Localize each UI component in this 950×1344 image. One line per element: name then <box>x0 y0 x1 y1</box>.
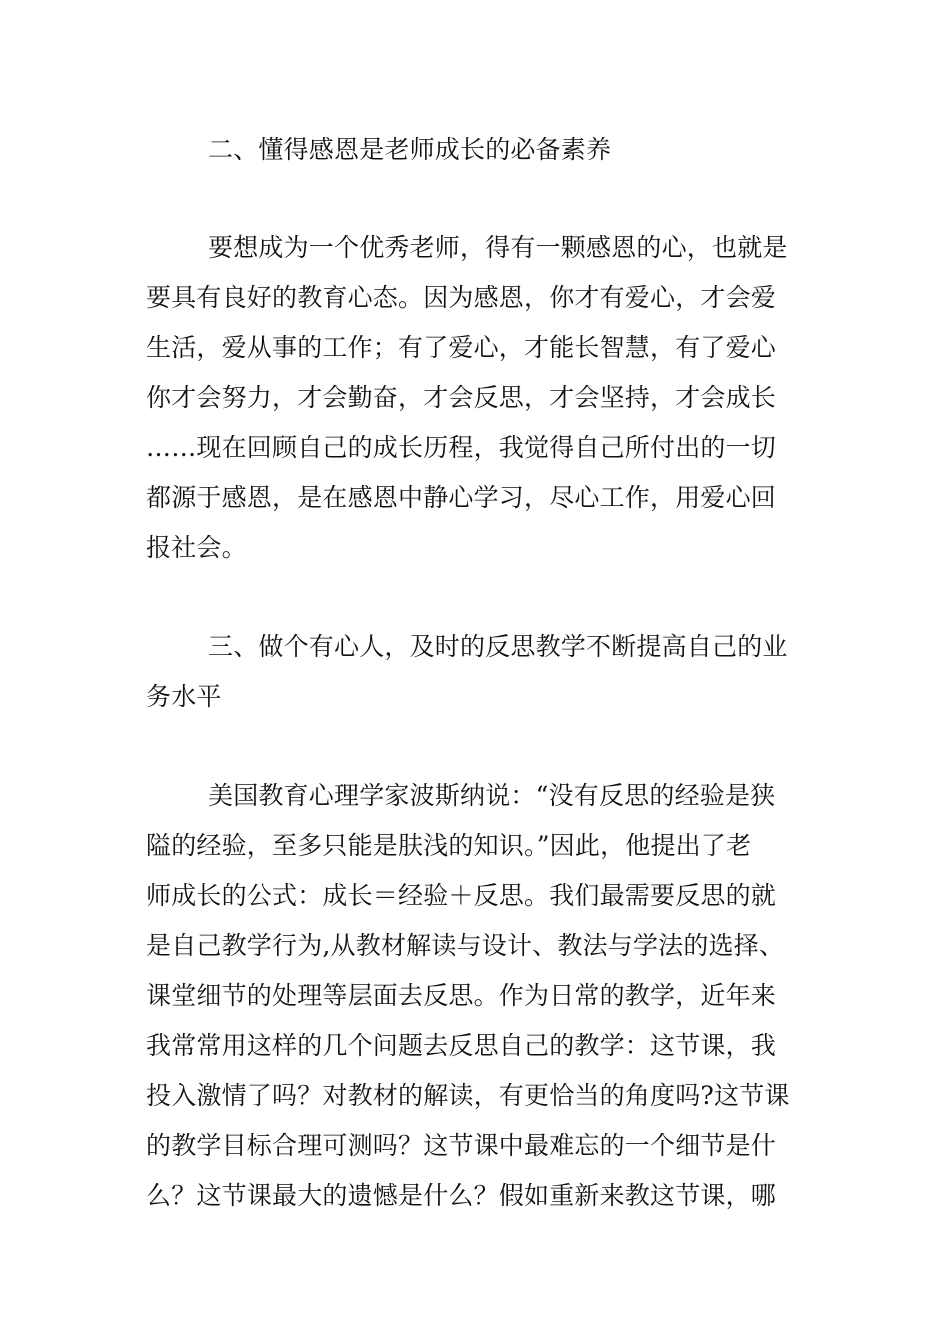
paragraph-line: 报社会。 <box>146 533 247 562</box>
section-heading-2: 二、懂得感恩是老师成长的必备素养 <box>208 135 612 164</box>
paragraph-line: 我常常用这样的几个问题去反思自己的教学：这节课，我 <box>146 1031 777 1060</box>
paragraph-line: 么？这节课最大的遗憾是什么？假如重新来教这节课，哪 <box>146 1181 777 1210</box>
paragraph-line: 生活，爱从事的工作；有了爱心，才能长智慧，有了爱心 <box>146 333 777 362</box>
paragraph-line: 美国教育心理学家波斯纳说：“没有反思的经验是狭 <box>208 781 776 810</box>
paragraph-line: 的教学目标合理可测吗？这节课中最难忘的一个细节是什 <box>146 1131 777 1160</box>
paragraph-line: 要想成为一个优秀老师，得有一颗感恩的心，也就是 <box>208 233 788 262</box>
heading-line: 三、做个有心人，及时的反思教学不断提高自己的业 <box>208 632 788 661</box>
paragraph-line: 都源于感恩，是在感恩中静心学习，尽心工作，用爱心回 <box>146 483 777 512</box>
heading-line: 务水平 <box>146 682 222 711</box>
paragraph-line: 投入激情了吗？对教材的解读，有更恰当的角度吗?这节课 <box>146 1081 790 1110</box>
paragraph-line: 要具有良好的教育心态。因为感恩，你才有爱心，才会爱 <box>146 283 777 312</box>
paragraph-line: 师成长的公式：成长＝经验＋反思。我们最需要反思的就 <box>146 881 777 910</box>
paragraph-line: 是自己教学行为,从教材解读与设计、教法与学法的选择、 <box>146 931 785 960</box>
paragraph-line: 隘的经验，至多只能是肤浅的知识。”因此，他提出了老 <box>146 831 752 860</box>
paragraph-line: 课堂细节的处理等层面去反思。作为日常的教学，近年来 <box>146 981 777 1010</box>
paragraph-line: 你才会努力，才会勤奋，才会反思，才会坚持，才会成长 <box>146 383 777 412</box>
paragraph-line: ……现在回顾自己的成长历程，我觉得自己所付出的一切 <box>146 433 777 462</box>
